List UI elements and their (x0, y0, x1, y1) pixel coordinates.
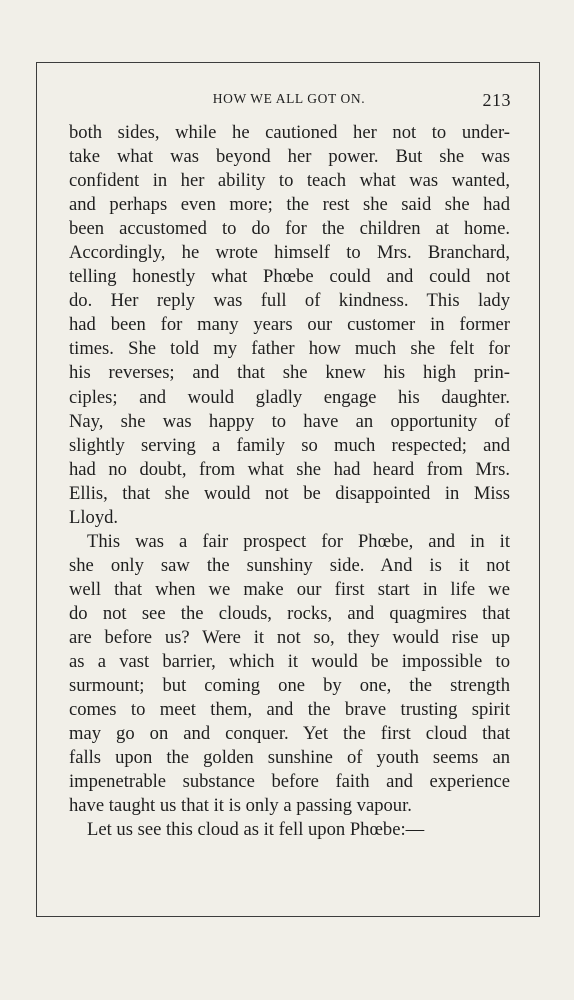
text-line: Accordingly, he wrote himself to Mrs. Branchard, (69, 242, 510, 264)
text-line: times. She told my father how much she felt for (69, 338, 510, 360)
body-text (69, 121, 510, 842)
text-line: Ellis, that she would not be disappointed in Miss (69, 482, 510, 504)
text-line: ciples; and would gladly engage his daughter. (69, 386, 510, 408)
text-line: Lloyd. (69, 506, 119, 528)
text-line: surmount; but coming one by one, the strength (69, 675, 510, 697)
text-line: do. Her reply was full of kindness. This lady (69, 290, 510, 312)
paragraph-2 (69, 530, 510, 819)
text-line: both sides, while he cautioned her not to under- (69, 122, 510, 143)
text-line: falls upon the golden sunshine of youth seems an (69, 747, 510, 769)
text-line: his reverses; and that she knew his high prin- (69, 362, 510, 384)
paragraph-1 (69, 121, 510, 530)
page-frame (36, 62, 540, 917)
text-line: do not see the clouds, rocks, and quagmires that (69, 602, 510, 624)
text-line: are before us? Were it not so, they would rise up (69, 626, 510, 648)
text-line: may go on and conquer. Yet the first cloud that (69, 723, 510, 745)
text-line: impenetrable substance before faith and experience (69, 771, 510, 793)
text-line: as a vast barrier, which it would be impossible to (69, 651, 510, 673)
running-head (67, 91, 511, 113)
text-line: had no doubt, from what she had heard from Mrs. (69, 458, 510, 480)
paragraph-3 (69, 818, 510, 842)
text-line: This was a fair prospect for Phœbe, and in it (87, 530, 510, 552)
text-line: and perhaps even more; the rest she said she had (69, 194, 510, 216)
text-line: Let us see this cloud as it fell upon Phœbe:— (87, 819, 425, 841)
text-line: had been for many years our customer in former (69, 314, 510, 336)
running-title: HOW WE ALL GOT ON. (212, 91, 366, 106)
page-number: 213 (482, 90, 511, 110)
text-line: been accustomed to do for the children at home. (69, 218, 510, 240)
text-line: Nay, she was happy to have an opportunity of (69, 410, 510, 432)
text-line: take what was beyond her power. But she was (69, 146, 510, 168)
text-line: slightly serving a family so much respected; and (69, 434, 510, 456)
text-line: confident in her ability to teach what was wanted, (69, 170, 510, 192)
text-line: well that when we make our first start in life we (69, 578, 510, 600)
text-line: she only saw the sunshiny side. And is it not (69, 554, 510, 576)
text-line: have taught us that it is only a passing vapour. (69, 795, 412, 817)
text-line: telling honestly what Phœbe could and could not (69, 266, 510, 288)
text-line: comes to meet them, and the brave trusting spirit (69, 699, 510, 721)
